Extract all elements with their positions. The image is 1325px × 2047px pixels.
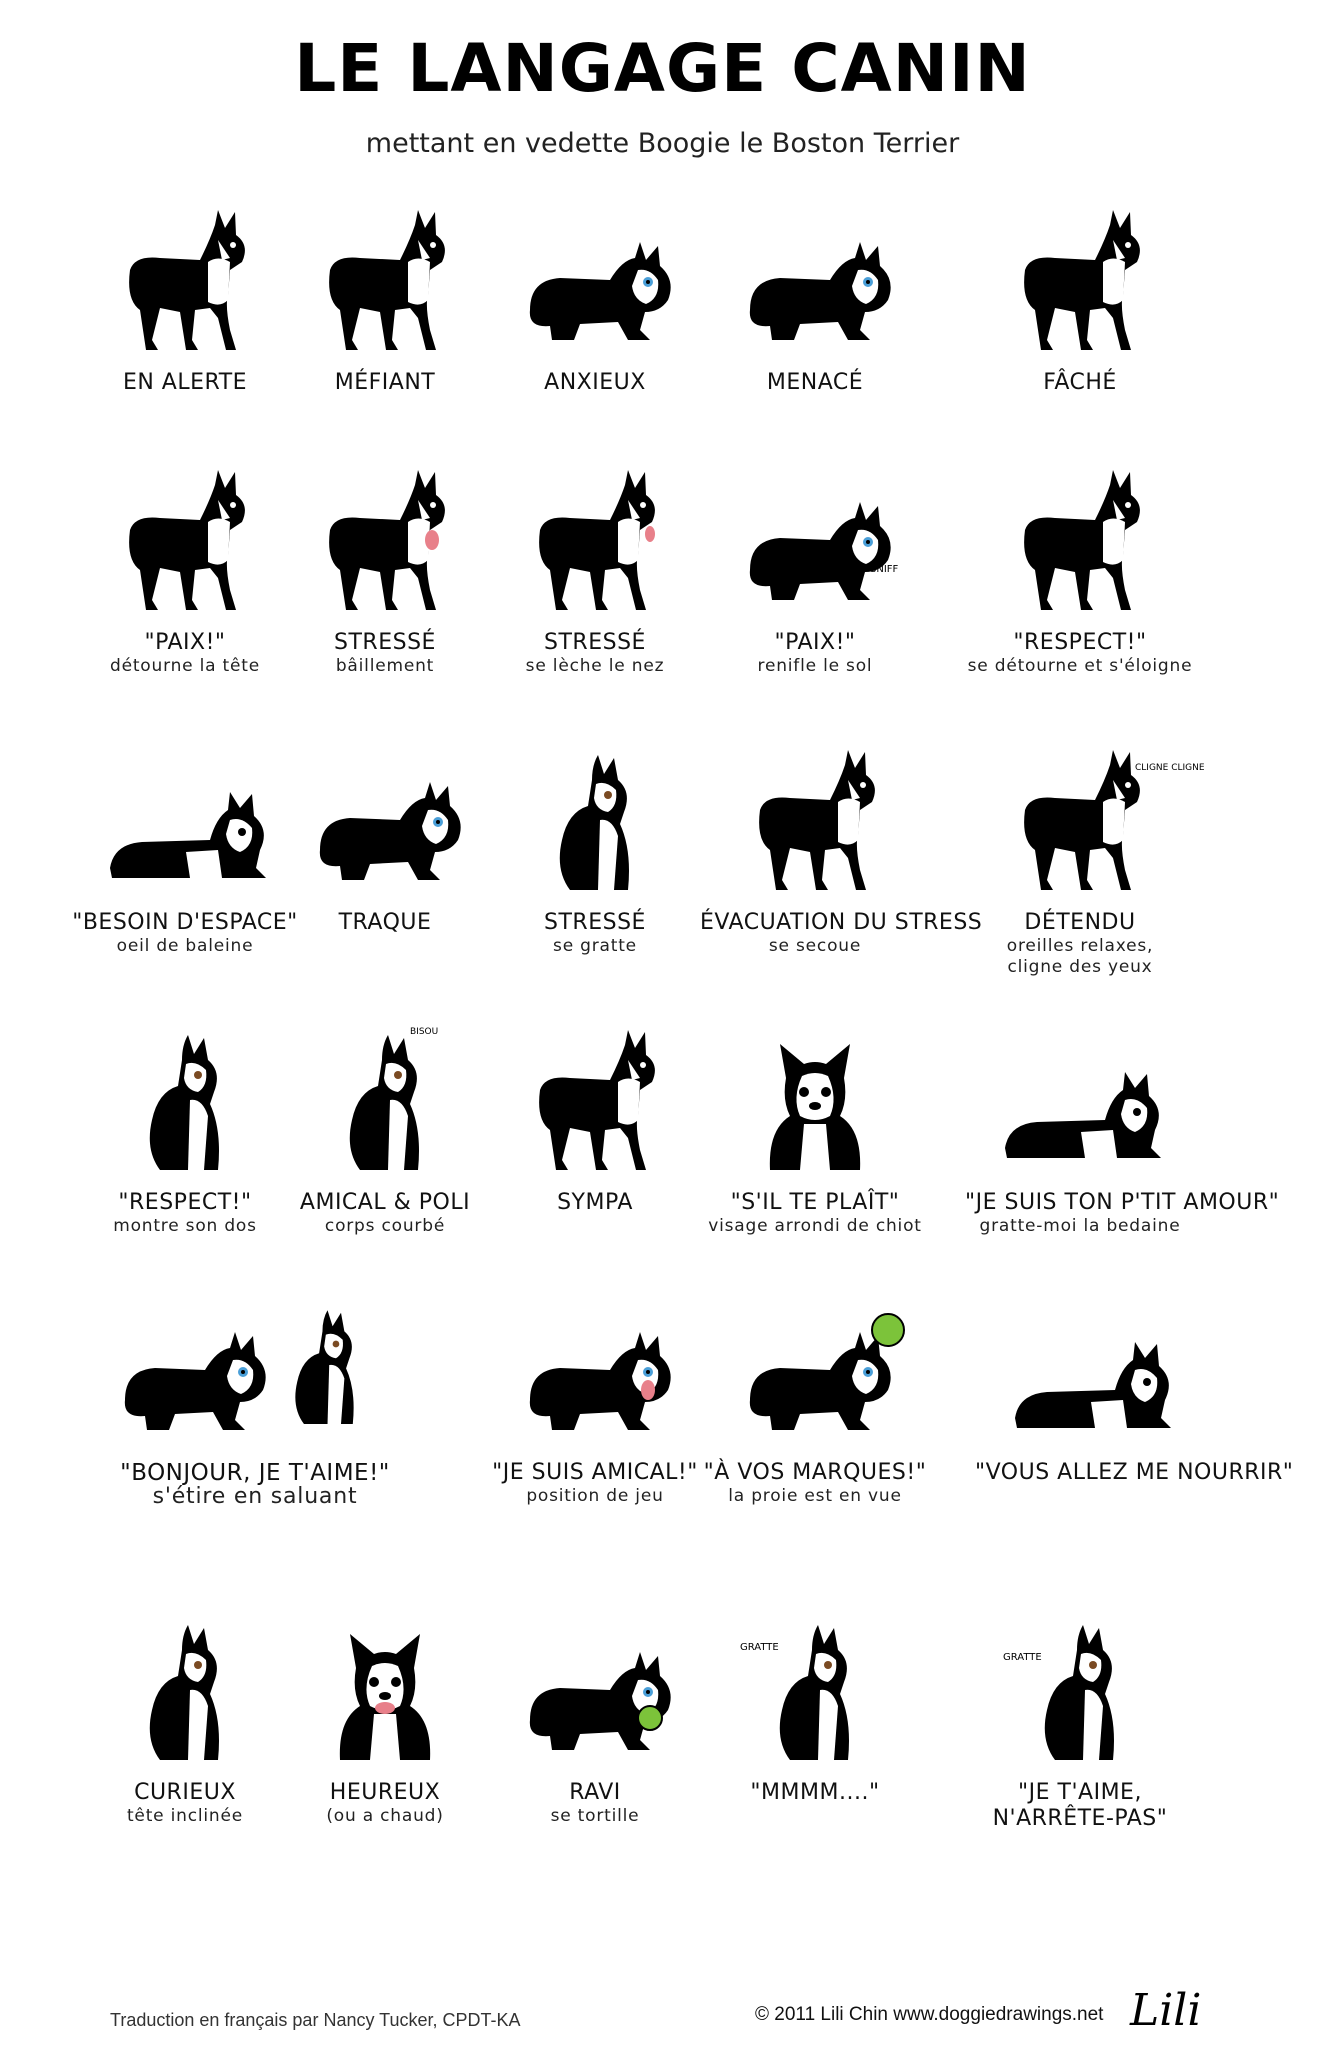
card-sublabel: renifle le sol [757, 656, 873, 676]
card-label: "PAIX!" [774, 630, 856, 655]
card-sublabel: se détourne et s'éloigne [967, 656, 1193, 676]
page-title: LE LANGAGE CANIN [294, 30, 1031, 107]
dog-threatened-illustration [720, 200, 910, 360]
dog-stalk-illustration [290, 740, 480, 900]
card-paix-detourne [70, 460, 300, 677]
scratch-sfx: GRATTE [740, 1642, 779, 1653]
dog-angry-illustration [985, 200, 1175, 360]
card-label: ANXIEUX [544, 370, 646, 395]
card-label: "JE SUIS TON P'TIT AMOUR" [965, 1190, 1280, 1215]
card-je-suis-amical [480, 1290, 710, 1507]
card-label: TRAQUE [338, 910, 432, 935]
dog-back-illustration [90, 1020, 280, 1180]
dog-shake-illustration [720, 740, 910, 900]
card-sublabel: s'étire en saluant [152, 1484, 358, 1509]
dog-lick-nose-illustration [500, 460, 690, 620]
card-evacuation-stress [700, 740, 983, 957]
card-fache [965, 200, 1195, 396]
translation-credit: Traduction en français par Nancy Tucker, CPDT-KA [110, 2010, 521, 2030]
card-label: HEUREUX [329, 1780, 441, 1805]
dog-whale-eye-illustration [90, 740, 280, 900]
scratch-sfx: GRATTE [1003, 1652, 1042, 1663]
card-menace [700, 200, 930, 396]
card-label: SYMPA [557, 1190, 633, 1215]
card-stresse-gratte [480, 740, 710, 957]
dog-relaxed-illustration [985, 740, 1205, 900]
dog-walk-away-illustration [985, 460, 1175, 620]
dog-curved-body-illustration [290, 1020, 480, 1180]
kiss-sfx: BISOU [410, 1027, 439, 1037]
card-sympa [480, 1020, 710, 1216]
card-label: STRESSÉ [544, 910, 646, 935]
card-label: "RESPECT!" [118, 1190, 252, 1215]
card-sil-te-plait [700, 1020, 930, 1237]
dog-happy-illustration [290, 1610, 480, 1770]
card-sublabel: montre son dos [113, 1216, 257, 1236]
card-sublabel: oeil de baleine [116, 936, 254, 956]
card-label: "S'IL TE PLAÎT" [730, 1190, 900, 1215]
dog-scratch-illustration [500, 740, 690, 900]
blink-sfx: CLIGNE CLIGNE [1135, 763, 1205, 773]
card-label: FÂCHÉ [1043, 370, 1117, 395]
card-label: "JE T'AIME, [1018, 1780, 1142, 1805]
card-label: "BESOIN D'ESPACE" [72, 910, 298, 935]
card-curieux [70, 1610, 300, 1827]
card-label: "BONJOUR, JE T'AIME!" [120, 1460, 390, 1486]
dog-feed-me-illustration [995, 1290, 1185, 1450]
sniff-sfx: SNIFF [870, 564, 899, 575]
card-label: MENACÉ [766, 370, 864, 395]
dog-anxious-illustration [500, 200, 690, 360]
card-detendu [965, 740, 1205, 978]
card-stresse-leche [480, 460, 710, 677]
dog-curious-illustration [90, 1610, 280, 1770]
card-sublabel: tête inclinée [126, 1806, 244, 1826]
card-label: AMICAL & POLI [299, 1190, 471, 1215]
card-label: RAVI [569, 1780, 621, 1805]
card-label: "VOUS ALLEZ ME NOURRIR" [975, 1460, 1294, 1485]
card-mefiant [270, 200, 500, 396]
card-label: MÉFIANT [334, 370, 436, 395]
card-label: DÉTENDU [1024, 910, 1136, 935]
copyright-notice: © 2011 Lili Chin www.doggiedrawings.net [755, 2004, 1104, 2025]
card-je-taime [965, 1610, 1195, 1832]
card-label: "À VOS MARQUES!" [703, 1460, 927, 1485]
card-sublabel: se secoue [768, 936, 862, 956]
card-anxieux [480, 200, 710, 396]
card-respect-dos [70, 1020, 300, 1237]
card-sublabel: corps courbé [324, 1216, 446, 1236]
card-sublabel: la proie est en vue [728, 1486, 902, 1506]
card-paix-renifle [700, 460, 930, 677]
dog-wary-illustration [290, 200, 480, 360]
card-sublabel: se tortille [550, 1806, 640, 1826]
card-sublabel: position de jeu [526, 1486, 664, 1506]
card-amical-poli [270, 1020, 500, 1237]
dog-love-scratch-illustration [985, 1610, 1175, 1770]
card-label: CURIEUX [134, 1780, 236, 1805]
card-label: STRESSÉ [334, 630, 436, 655]
card-sublabel: (ou a chaud) [326, 1806, 444, 1826]
card-label: ÉVACUATION DU STRESS [700, 910, 983, 935]
card-stresse-baillement [270, 460, 500, 677]
card-a-vos-marques [700, 1290, 930, 1507]
dog-nice-illustration [500, 1020, 690, 1180]
card-label: "PAIX!" [144, 630, 226, 655]
card-en-alerte [70, 200, 300, 396]
dog-yawn-illustration [290, 460, 480, 620]
card-label: "MMMM...." [750, 1780, 880, 1805]
card-sublabel: se gratte [553, 936, 637, 956]
card-label: EN ALERTE [122, 370, 248, 395]
card-ravi [480, 1610, 710, 1827]
card-heureux [270, 1610, 500, 1827]
card-sublabel: bâillement [335, 656, 435, 676]
dog-wiggle-illustration [500, 1610, 690, 1770]
card-sublabel: détourne la tête [109, 656, 260, 676]
card-sublabel: gratte-moi la bedaine [979, 1216, 1181, 1236]
artist-signature: Lili [1130, 1985, 1202, 2036]
card-nourrir [975, 1290, 1294, 1486]
card-sublabel: visage arrondi de chiot [708, 1216, 922, 1236]
card-label: STRESSÉ [544, 630, 646, 655]
card-sublabel-2: cligne des yeux [1007, 957, 1153, 977]
dog-puppy-face-illustration [720, 1020, 910, 1180]
card-label-2: N'ARRÊTE-PAS" [992, 1806, 1168, 1831]
dog-pet-illustration [720, 1610, 910, 1770]
card-mmmm [700, 1610, 930, 1806]
page-subtitle: mettant en vedette Boogie le Boston Terrier [365, 128, 960, 159]
card-label: "RESPECT!" [1013, 630, 1147, 655]
card-traque [270, 740, 500, 936]
dog-play-bow-illustration [500, 1290, 690, 1450]
dog-stretch-illustration [105, 1290, 405, 1450]
dog-sniff-illustration [720, 460, 910, 620]
card-sublabel: se lèche le nez [525, 656, 665, 676]
card-bonjour [90, 1290, 420, 1507]
dog-look-away-illustration [90, 460, 280, 620]
dog-alert-illustration [90, 200, 280, 360]
card-besoin-espace [70, 740, 300, 957]
card-sublabel: oreilles relaxes, [1006, 936, 1154, 956]
card-ptit-amour [965, 1020, 1280, 1237]
dog-belly-rub-illustration [985, 1020, 1175, 1180]
card-label: "JE SUIS AMICAL!" [492, 1460, 698, 1485]
dog-ready-illustration [720, 1290, 910, 1450]
card-respect-eloigne [965, 460, 1195, 677]
